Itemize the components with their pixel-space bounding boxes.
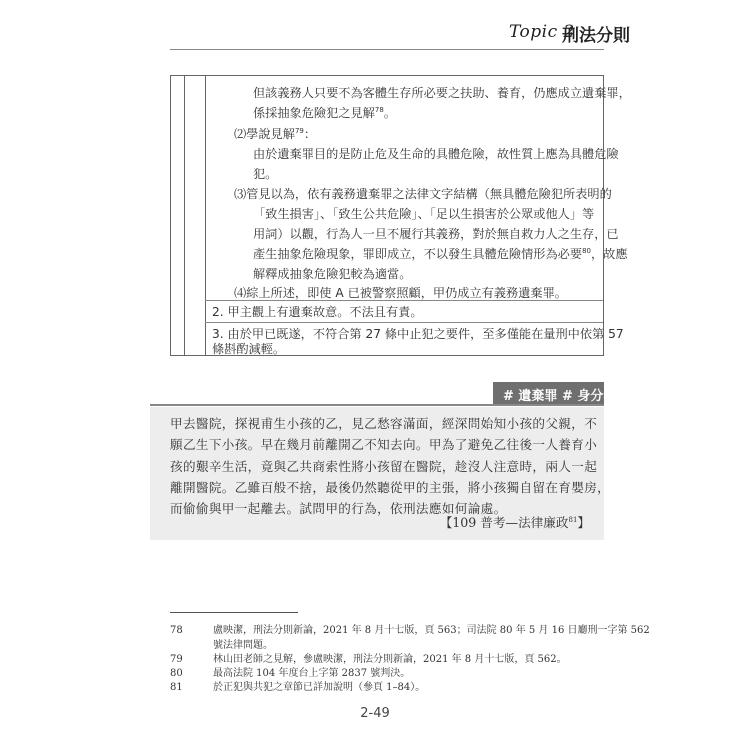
footnote-ref: 79 bbox=[294, 126, 304, 135]
footnote-text: 最高法院 104 年度台上字第 2837 號判決。 bbox=[213, 668, 411, 679]
body-line: ⑷綜上所述，即使 A 已被警察照顧，甲仍成立有義務遺棄罪。 bbox=[234, 286, 567, 300]
body-line: 3. 由於甲已既遂，不符合第 27 條中止犯之要件，至多僅能在量刑中依第 57 bbox=[212, 327, 624, 341]
body-line: 用詞）以觀，行為人一旦不履行其義務，對於無自救力人之生存，已 bbox=[253, 227, 619, 241]
footnote-ref: 80 bbox=[582, 246, 591, 255]
footnote-number: 79 bbox=[170, 654, 183, 665]
footnote-rule bbox=[170, 612, 298, 613]
footnote-ref: 81 bbox=[568, 515, 578, 524]
header-rule bbox=[170, 49, 604, 50]
footnote-number: 78 bbox=[170, 625, 183, 636]
topic-tags: # 遺棄罪 # 身分犯 bbox=[503, 389, 617, 404]
question-line: 而偷偷與甲一起離去。試問甲的行為，依刑法應如何論處。 bbox=[170, 501, 507, 516]
footnote-text: 於正犯與共犯之章節已詳加說明（參頁 1–84）。 bbox=[213, 682, 426, 693]
table-column-divider bbox=[184, 76, 185, 355]
footnote-ref: 78 bbox=[374, 105, 384, 114]
chapter-title: 刑法分則 bbox=[562, 26, 630, 46]
question-line: 願乙生下小孩。早在幾月前離開乙不知去向。甲為了避免乙往後一人養育小 bbox=[170, 437, 598, 452]
tag-rule bbox=[150, 404, 604, 406]
footnote-text: 盧映潔，刑法分則新論，2021 年 8 月十七版，頁 563；司法院 80 年 5 月 16 日廳刑一字第 562 bbox=[213, 625, 650, 636]
footnote-text: 林山田老師之見解，參盧映潔，刑法分則新論，2021 年 8 月十七版，頁 562。 bbox=[213, 654, 567, 665]
body-line: 條斟酌減輕。 bbox=[212, 342, 286, 356]
question-line: 甲去醫院，探視甫生小孩的乙，見乙愁容滿面，經深問始知小孩的父親，不 bbox=[170, 416, 598, 431]
topic-label: Topic 2 bbox=[509, 22, 575, 42]
footnote-number: 81 bbox=[170, 682, 183, 693]
footnote-text: 號法律問題。 bbox=[213, 640, 273, 651]
page-number: 2-49 bbox=[360, 706, 390, 721]
question-line: 孩的艱辛生活，竟與乙共商索性將小孩留在醫院，趁沒人注意時，兩人一起 bbox=[170, 459, 598, 474]
table-row-divider bbox=[205, 322, 603, 323]
question-source: 【109 普考—法律廉政$^{81}$】 bbox=[439, 515, 590, 530]
body-line: ⑶管見以為，依有義務遺棄罪之法律文字結構（無具體危險犯所表明的 bbox=[234, 187, 612, 201]
body-line: 2. 甲主觀上有遺棄故意。不法且有責。 bbox=[212, 305, 423, 319]
body-line: 解釋成抽象危險犯較為適當。 bbox=[253, 267, 412, 281]
table-column-divider bbox=[205, 76, 206, 355]
footnote-number: 80 bbox=[170, 668, 183, 679]
body-line: 犯。 bbox=[253, 167, 278, 181]
question-line: 離開醫院。乙雖百般不捨，最後仍然聽從甲的主張，將小孩獨自留在育嬰房， bbox=[170, 480, 611, 495]
body-line: ⑵學說見解$^{79}$： bbox=[234, 126, 317, 141]
body-line: 「致生損害」、「致生公共危險」、「足以生損害於公眾或他人」等 bbox=[253, 207, 595, 221]
body-line: 但該義務人只要不為客體生存所必要之扶助、養育，仍應成立遺棄罪， bbox=[253, 86, 631, 100]
body-line: 由於遺棄罪目的是防止危及生命的具體危險，故性質上應為具體危險 bbox=[253, 147, 619, 161]
body-line: 係採抽象危險犯之見解$^{78}$。 bbox=[253, 105, 396, 120]
body-line: 產生抽象危險現象，罪即成立，不以發生具體危險情形為必要$^{80}$，故應 bbox=[253, 246, 628, 261]
